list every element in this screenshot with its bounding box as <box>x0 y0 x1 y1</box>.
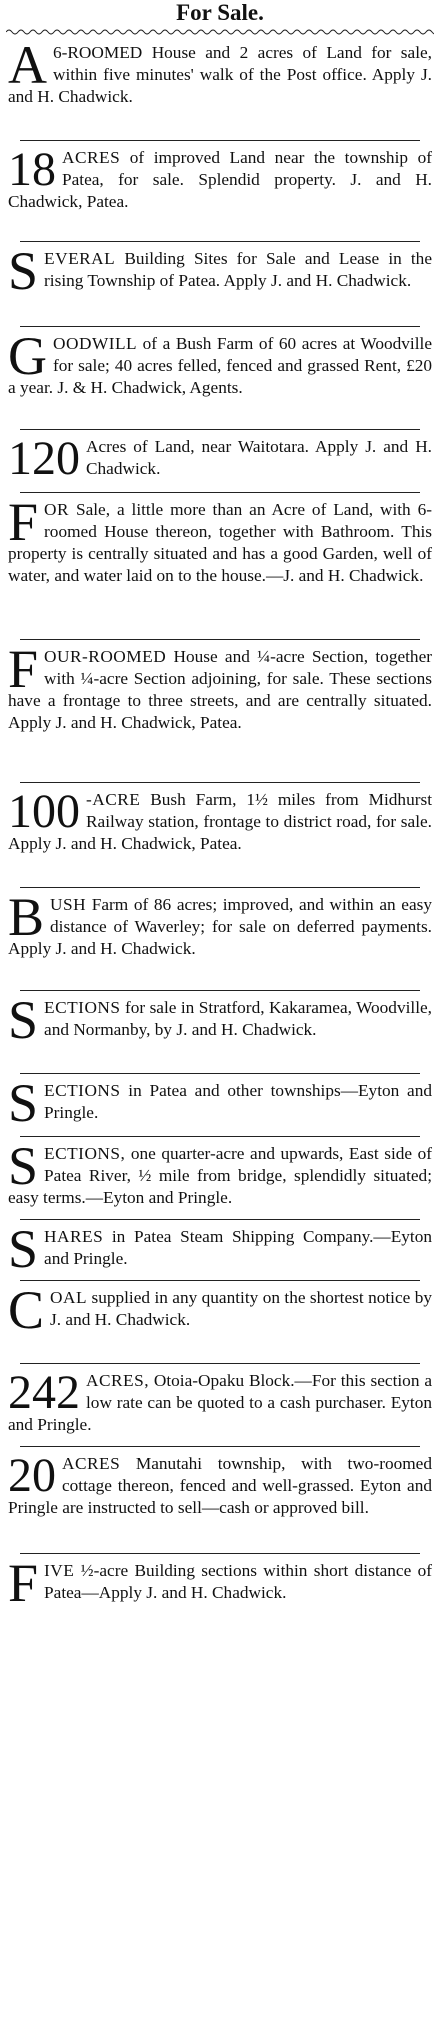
ad-initial: F <box>8 639 39 699</box>
classified-ad <box>6 1137 434 1219</box>
ad-lead-word: ECTIONS <box>44 1081 121 1100</box>
ad-initial: 242 <box>8 1366 80 1419</box>
ad-lead-word: IVE <box>44 1561 75 1580</box>
ad-lead-word: ACRES <box>62 148 121 167</box>
ad-body: ½-acre Building sections within short distance of Patea—Apply J. and H. Chadwick. <box>44 1561 432 1602</box>
ad-initial: 120 <box>8 432 80 485</box>
ad-lead-word: HARES <box>44 1227 104 1246</box>
ad-body: of a Bush Farm of 60 acres at Woodville for sale; 40 acres felled, fenced and grassed Rent, £20 a year. J. & H. Chadwick, Agents. <box>8 334 432 397</box>
ad-lead-word: OAL <box>50 1288 88 1307</box>
classified-ad <box>6 1447 434 1553</box>
ad-lead-word: ACRES <box>62 1454 121 1473</box>
ad-initial: S <box>8 1219 39 1279</box>
ad-initial: A <box>8 35 47 95</box>
classified-ad <box>6 493 434 639</box>
ad-body: House and ¼-acre Section, together with ¼-acre Section adjoining, for sale. These sections have a frontage to three streets, and are centrally situated. Apply J. and H. Chadwick, Patea. <box>8 647 432 732</box>
ad-initial: S <box>8 1136 39 1196</box>
classified-ad <box>6 1554 434 1618</box>
classified-ad <box>6 36 434 140</box>
ad-body: for sale in Stratford, Kakaramea, Woodville, and Normanby, by J. and H. Chadwick. <box>44 998 432 1039</box>
ad-body: of improved Land near the township of Patea, for sale. Splendid property. J. and H. Chadwick, Patea. <box>8 148 432 211</box>
ad-initial: 100 <box>8 785 80 838</box>
classified-ad <box>6 1220 434 1280</box>
classified-ad <box>6 1074 434 1136</box>
ad-body: in Patea and other townships—Eyton and Pringle. <box>44 1081 432 1122</box>
ad-initial: F <box>8 1553 39 1613</box>
classified-ad <box>6 1364 434 1446</box>
ad-body: 6-ROOMED House and 2 acres of Land for sale, within five minutes' walk of the Post office. Apply J. and H. Chadwick. <box>8 43 432 106</box>
wavy-divider <box>6 28 434 36</box>
ad-body: in Patea Steam Shipping Company.—Eyton and Pringle. <box>44 1227 432 1268</box>
ad-initial: S <box>8 990 39 1050</box>
ad-initial: C <box>8 1280 45 1340</box>
ad-initial: G <box>8 326 47 386</box>
section-heading: For Sale. <box>176 0 264 25</box>
ad-lead-word: -ACRE <box>86 790 141 809</box>
classified-ad <box>6 327 434 429</box>
ad-initial: F <box>8 492 39 552</box>
ad-list <box>6 36 434 1618</box>
ad-body: supplied in any quantity on the shortest notice by J. and H. Chadwick. <box>50 1288 432 1329</box>
ad-lead-word: ACRES, <box>86 1371 150 1390</box>
ad-body: Farm of 86 acres; improved, and within an easy distance of Waverley; for sale on deferred payments. Apply J. and H. Chadwick. <box>8 895 432 958</box>
classified-ad <box>6 141 434 241</box>
ad-initial: S <box>8 241 39 301</box>
classified-ad <box>6 888 434 990</box>
ad-body: Otoia-Opaku Block.—For this section a low rate can be quoted to a cash purchaser. Eyton and Pringle. <box>8 1371 432 1434</box>
ad-lead-word: OR <box>44 500 70 519</box>
ad-initial: B <box>8 887 45 947</box>
ad-initial: 20 <box>8 1449 56 1502</box>
ad-body: Manutahi township, with two-roomed cottage thereon, fenced and well-grassed. Eyton and Pringle are instructed to sell—cash or approved bill. <box>8 1454 432 1517</box>
classified-ad <box>6 783 434 887</box>
ad-initial: 18 <box>8 143 56 196</box>
ad-body: Building Sites for Sale and Lease in the rising Township of Patea. Apply J. and H. Chadwick. <box>44 249 432 290</box>
ad-lead-word: ECTIONS, <box>44 1144 126 1163</box>
classified-ad <box>6 640 434 782</box>
classified-ad <box>6 991 434 1073</box>
classified-ad <box>6 1281 434 1363</box>
ad-body: one quarter-acre and upwards, East side of Patea River, ½ mile from bridge, splendidly situated; easy terms.—Eyton and Pringle. <box>8 1144 432 1207</box>
classified-ad <box>6 430 434 492</box>
ad-lead-word: OODWILL <box>53 334 138 353</box>
classified-ad <box>6 242 434 326</box>
ad-initial: S <box>8 1073 39 1133</box>
ad-lead-word: USH <box>50 895 87 914</box>
ad-body: Bush Farm, 1½ miles from Midhurst Railway station, frontage to district road, for sale. Apply J. and H. Chadwick, Patea. <box>8 790 432 853</box>
ad-lead-word: EVERAL <box>44 249 116 268</box>
ad-lead-word: ECTIONS <box>44 998 121 1017</box>
ad-lead-word: OUR-ROOMED <box>44 647 167 666</box>
ad-body: Acres of Land, near Waitotara. Apply J. and H. Chadwick. <box>86 437 432 478</box>
ad-body: Sale, a little more than an Acre of Land, with 6-roomed House thereon, together with Bathroom. This property is centrally situated and has a good Garden, well of water, and water laid on to the house.—J. and H. Chadwick. <box>8 500 432 585</box>
